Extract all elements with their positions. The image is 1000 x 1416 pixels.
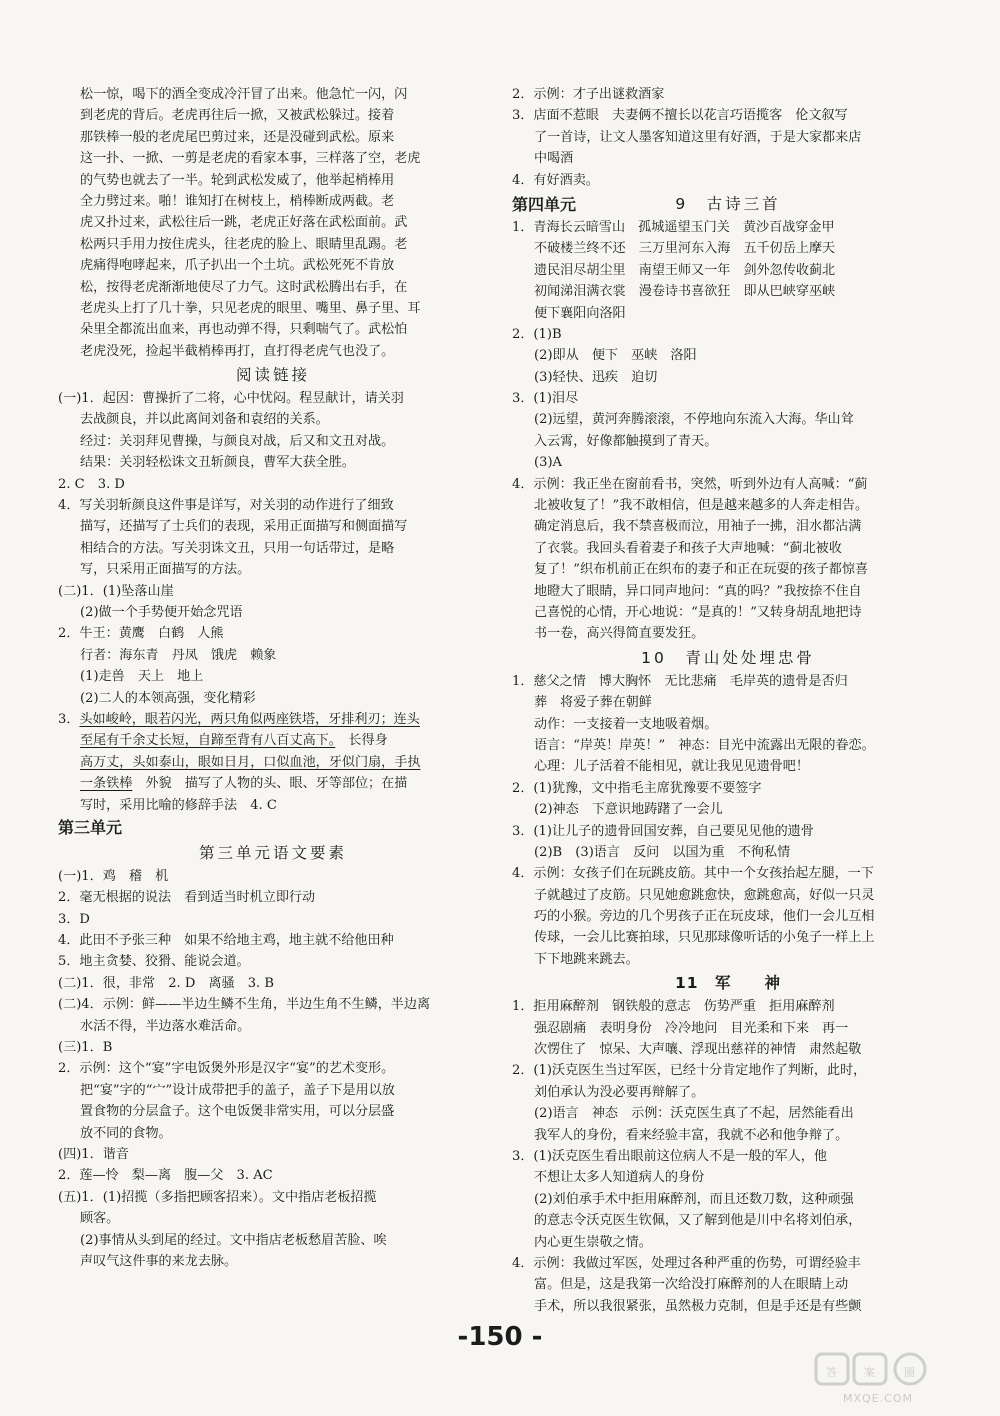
answer-line: (1)走兽 天上 地上: [80, 669, 204, 685]
text-line: 那铁棒一般的老虎尾巴剪过来，还是没碰到武松。原来: [80, 129, 395, 145]
text-line: 到老虎的背后。老虎再往后一掀，又被武松躲过。接着: [80, 108, 395, 124]
watermark-glyph: 圈: [904, 1366, 916, 1379]
answer-line: 4．示例：我正坐在窗前看书，突然，听到外边有人高喊：“蓟: [512, 476, 868, 492]
answer-line: [58, 709, 488, 730]
answer-line: 确定消息后，我不禁喜极而泣，用袖子一拂，泪水都沾满: [534, 519, 862, 535]
plain-text: 外貌 描写了人物的头、眼、牙等部位；在描: [132, 776, 408, 792]
question-3-answer: [58, 709, 488, 816]
answer-line: 2．(1)沃克医生当过军医，已经十分肯定地作了判断，此时，: [512, 1063, 867, 1079]
text-line: 虎痛得咆哮起来，爪子扒出一个土坑。武松死死不肯放: [80, 258, 395, 274]
text-line: 的气势也就去了一半。轮到武松发威了，他举起梢棒用: [80, 172, 395, 188]
answer-line: 3．(1)泪尽: [512, 391, 579, 407]
answer-line: 放不同的食物。: [80, 1125, 172, 1141]
answer-line: 描写，还描写了士兵们的表现，采用正面描写和侧面描写: [80, 519, 408, 535]
answer-line: (三)1．B: [58, 1040, 113, 1056]
answer-line: 巧的小猴。旁边的几个男孩子正在玩皮球，他们一会儿互相: [534, 909, 875, 925]
watermark-site: MXQE.COM: [843, 1392, 913, 1405]
lesson-title-11: 11 军 神: [674, 974, 782, 993]
section-title-reading-link: 阅读链接: [235, 366, 310, 385]
answer-line: (二)1．很，非常 2. D 离骚 3. B: [58, 975, 275, 991]
answer-line: (五)1．(1)招揽（多指把顾客招来）。文中指店老板招揽: [58, 1189, 377, 1205]
answer-line: 1．青海长云暗雪山 孤城遥望玉门关 黄沙百战穿金甲: [512, 219, 835, 235]
answer-line: 己喜悦的心情，开心地说：“是真的！”又转身胡乱地把诗: [534, 604, 862, 620]
answer-line: 内心更生崇敬之情。: [534, 1234, 652, 1250]
right-column: [512, 84, 944, 1317]
answer-line: 心理：儿子活着不能相见，就让我见见遗骨吧！: [534, 759, 809, 775]
answer-line: 2．牛王：黄鹰 白鹤 人熊: [58, 626, 224, 642]
unit3-continued-answers: [512, 84, 944, 191]
answer-line: 行者：海东青 丹凤 饿虎 赖象: [80, 647, 277, 663]
unit-heading-3: 第三单元: [58, 817, 123, 837]
text-line: 全力劈过来。啪！谁知打在树枝上，梢棒断成两截。老: [80, 193, 395, 209]
answer-line: 下下地跳来跳去。: [534, 951, 639, 967]
lesson-title-9: 9 古诗三首: [675, 194, 781, 213]
answer-line: 4．示例：我做过军医，处理过各种严重的伤势，可谓经验丰: [512, 1255, 861, 1271]
answer-line: 3．D: [58, 911, 90, 927]
answer-line: 手术，所以我很紧张，虽然极力克制，但是手还是有些颤: [534, 1298, 862, 1314]
answer-line: 动作：一支接着一支地吸着烟。: [534, 716, 718, 732]
answer-line: 顾客。: [80, 1211, 120, 1227]
answer-line: 去战颜良，并以此离间刘备和袁绍的关系。: [80, 412, 329, 428]
answer-line: 4．此田不予张三种 如果不给地主鸡，地主就不给他田种: [58, 933, 394, 949]
watermark-glyph: 案: [864, 1366, 876, 1379]
answer-line: 1．拒用麻醉剂 钢铁般的意志 伤势严重 拒用麻醉剂: [512, 999, 835, 1015]
answer-line: 5．地主贪婪、狡猾、能说会道。: [58, 954, 250, 970]
answer-line: 初闻涕泪满衣裳 漫卷诗书喜欲狂 即从巴峡穿巫峡: [534, 284, 836, 300]
answer-line: (二)1．(1)坠落山崖: [58, 583, 174, 599]
answer-line: 不破楼兰终不还 三万里河东入海 五千仞岳上摩天: [534, 241, 836, 257]
answer-line: 次愣住了 惊呆、大声嚷、浮现出慈祥的神情 肃然起敬: [534, 1042, 862, 1058]
story-passage: [58, 84, 488, 362]
answer-line: (2)做一个手势便开始念咒语: [80, 604, 243, 620]
watermark-glyph: 答: [826, 1366, 838, 1379]
answer-line: 4．有好酒卖。: [512, 172, 599, 188]
answer-line: (3)A: [534, 455, 563, 471]
lesson-title-10: 10 青山处处埋忠骨: [641, 648, 815, 667]
answer-line: 2．(1)犹豫，文中指毛主席犹豫要不要签字: [512, 780, 762, 796]
answer-line: 3．店面不惹眼 夫妻俩不擅长以花言巧语揽客 伦文叙写: [512, 108, 848, 124]
section-title-unit3-elements: 第三单元语文要素: [198, 843, 347, 862]
answer-line: 遗民泪尽胡尘里 南望王师又一年 剑外忽传收蓟北: [534, 262, 836, 278]
unit-heading-4: 第四单元: [512, 194, 577, 214]
lesson-11-answers: [512, 996, 944, 1317]
answer-line: 水活不得，半边落水难活命。: [80, 1018, 251, 1034]
answer-line: 复了！”织布机前正在织布的妻子和正在玩耍的孩子都惊喜: [534, 562, 869, 578]
answer-line: (一)1．鸡 稽 机: [58, 868, 169, 884]
underlined-text: 一条铁棒: [80, 776, 133, 792]
answer-line: 2．(1)B: [512, 326, 562, 342]
answer-line: 传球，一会儿比赛拍球，只见那球像听话的小兔子一样上上: [534, 930, 875, 946]
answer-line: 1．慈父之情 博大胸怀 无比悲痛 毛岸英的遗骨是否归: [512, 673, 848, 689]
lesson-9-answers: [512, 217, 944, 645]
answer-line: 4．写关羽斩颜良这件事是详写，对关羽的动作进行了细致: [58, 498, 394, 514]
answer-line: 相结合的方法。写关羽诛文丑，只用一句话带过，是略: [80, 540, 395, 556]
answer-line: (2)远望，黄河奔腾滚滚，不停地向东流入大海。华山耸: [534, 412, 854, 428]
answer-line: 强忍剧痛 表明身份 冷冷地问 目光柔和下来 再一: [534, 1020, 849, 1036]
plain-text: 长得身: [335, 733, 388, 749]
answer-line: [58, 795, 488, 816]
answer-line: 入云霄，好像都触摸到了青天。: [534, 433, 718, 449]
text-line: 这一扑、一掀、一剪是老虎的看家本事，三样落了空，老虎: [80, 151, 421, 167]
answer-line: 声叹气这件事的来龙去脉。: [80, 1253, 238, 1269]
watermark-logo: [808, 1350, 978, 1406]
plain-text: 写时，采用比喻的修辞手法 4. C: [80, 797, 277, 813]
underlined-text: 头如峻岭，眼若闪光，两只角似两座铁塔，牙排利刃；连头: [79, 711, 420, 727]
answer-line: 便下襄阳向洛阳: [534, 305, 626, 321]
answer-line: (一)1．起因：曹操折了二将，心中忧闷。程昱献计，请关羽: [58, 391, 404, 407]
answer-line: 书一卷，高兴得简直要发狂。: [534, 626, 705, 642]
answer-line: 2．莲—怜 梨—离 腹—父 3. AC: [58, 1168, 273, 1184]
answer-line: 了衣裳。我回头看着妻子和孩子大声地喊：“蓟北被收: [534, 540, 842, 556]
text-line: 老虎没死，捡起半截梢棒再打，直打得老虎气也没了。: [80, 343, 395, 359]
underlined-text: 高万丈，头如泰山，眼如日月，口似血池，牙似门扇，手执: [80, 754, 421, 770]
text-line: 朵里全都流出血来，再也动弹不得，只剩喘气了。武松怕: [80, 322, 408, 338]
left-column: [58, 84, 488, 1272]
answer-line: 置食物的分层盒子。这个电饭煲非常实用，可以分层盛: [80, 1104, 395, 1120]
answer-line: 刘伯承认为没必要再辩解了。: [534, 1084, 705, 1100]
answer-line: 语言：“岸英！岸英！” 神态：目光中流露出无限的眷恋。: [534, 737, 875, 753]
unit4-heading-row: [512, 191, 944, 217]
text-line: 松，按得老虎渐渐地使尽了力气。这时武松腾出右手，在: [80, 279, 408, 295]
answer-line: 把“宴”字的“宀”设计成带把手的盖子，盖子下是用以放: [80, 1082, 395, 1098]
answer-line: 结果：关羽轻松诛文丑斩颜良，曹军大获全胜。: [80, 455, 355, 471]
answer-line: (二)4．示例：鲜——半边生鳞不生角，半边生角不生鳞，半边离: [58, 997, 431, 1013]
answer-line: 富。但是，这是我第一次给没打麻醉剂的人在眼睛上动: [534, 1277, 849, 1293]
answer-line: 3．(1)让儿子的遗骨回国安葬，自己要见见他的遗骨: [512, 823, 814, 839]
answer-line: 不想让太多人知道病人的身份: [534, 1170, 705, 1186]
answer-line: [58, 730, 488, 751]
text-line: 老虎头上打了几十拳，只见老虎的眼里、嘴里、鼻子里、耳: [80, 300, 421, 316]
underlined-text: 至尾有千余丈长短，自蹄至背有八百丈高下。: [80, 733, 336, 749]
answer-line: (2)即从 便下 巫峡 洛阳: [534, 348, 697, 364]
answer-line: 子就越过了皮筋。只见她愈跳愈快，愈跳愈高，好似一只灵: [534, 887, 875, 903]
text-line: 松一惊，喝下的酒全变成冷汗冒了出来。他急忙一闪，闪: [80, 87, 408, 102]
answer-line: 的意志令沃克医生钦佩，又了解到他是川中名将刘伯承，: [534, 1213, 862, 1229]
answer-line: 写，只采用正面描写的方法。: [80, 562, 251, 578]
answer-line: 我军人的身份，看来经验丰富，我就不必和他争辩了。: [534, 1127, 849, 1143]
answer-line: 北被收复了！”我不敢相信，但是越来越多的人奔走相告。: [534, 498, 869, 514]
answer-line: (2)事情从头到尾的经过。文中指店老板愁眉苦脸、唉: [80, 1232, 387, 1248]
page-number: -150 -: [457, 1322, 543, 1352]
answer-line: 4．示例：女孩子们在玩跳皮筋。其中一个女孩抬起左腿，一下: [512, 866, 874, 882]
answer-line: (2)B (3)语言 反问 以国为重 不徇私情: [534, 844, 791, 860]
lesson-10-answers: [512, 671, 944, 970]
answer-line: (3)轻快、迅疾 迫切: [534, 369, 658, 385]
reading-answers: [58, 388, 488, 709]
answer-line: 葬 将爱子葬在朝鲜: [534, 695, 652, 711]
answer-line: (2)刘伯承手术中拒用麻醉剂，而且还数刀数，这种顽强: [534, 1191, 854, 1207]
unit3-answers: [58, 866, 488, 1272]
line-prefix: 3．: [58, 711, 80, 727]
text-line: 虎又扑过来，武松往后一跳，老虎正好落在武松面前。武: [80, 215, 408, 231]
answer-line: (2)二人的本领高强，变化精彩: [80, 690, 256, 706]
answer-line: 地瞪大了眼睛，异口同声地问：“真的吗？”我按捺不住自: [534, 583, 862, 599]
answer-line: 2．示例：才子出谜救酒家: [512, 87, 665, 102]
answer-line: (2)神态 下意识地踌躇了一会儿: [534, 802, 723, 818]
answer-line: 2. C 3. D: [58, 476, 125, 492]
answer-line: (四)1．谐音: [58, 1146, 129, 1162]
text-line: 松两只手用力按住虎头，往老虎的脸上、眼睛里乱踢。老: [80, 236, 408, 252]
answer-line: 2．示例：这个“宴”字电饭煲外形是汉字“宴”的艺术变形。: [58, 1061, 395, 1077]
answer-line: (2)语言 神态 示例：沃克医生真了不起，居然能看出: [534, 1106, 854, 1122]
answer-line: 中喝酒: [534, 151, 574, 167]
answer-line: 了一首诗，让文人墨客知道这里有好酒，于是大家都来店: [534, 129, 862, 145]
answer-line: 3．(1)沃克医生看出眼前这位病人不是一般的军人，他: [512, 1148, 827, 1164]
answer-line: 经过：关羽拜见曹操，与颜良对战，后又和文丑对战。: [80, 433, 395, 449]
answer-line: 2．毫无根据的说法 看到适当时机立即行动: [58, 890, 316, 906]
answer-line: [58, 752, 488, 773]
answer-line: [58, 773, 488, 794]
